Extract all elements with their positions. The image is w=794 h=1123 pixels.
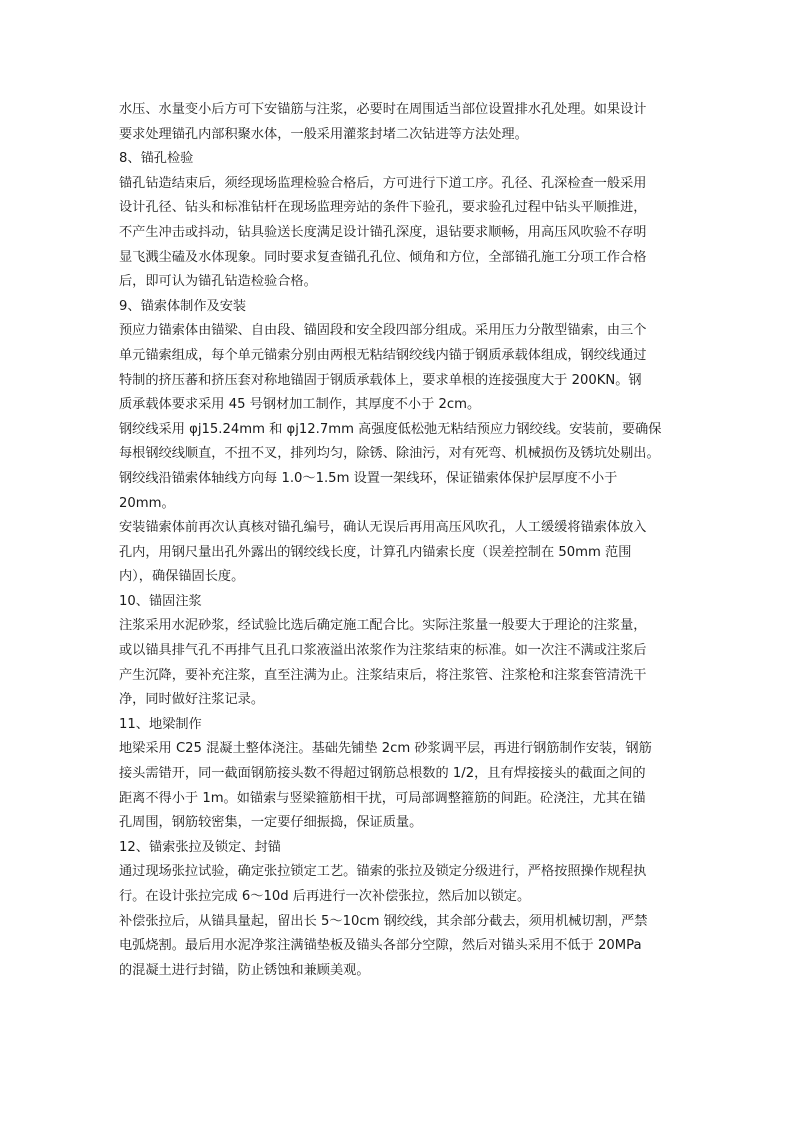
text-line: 接头需错开，同一截面钢筋接头数不得超过钢筋总根数的 1/2，且有焊接接头的截面之间的 (119, 766, 646, 782)
text-line: 电弧烧割。最后用水泥净浆注满锚垫板及锚头各部分空隙，然后对锚头采用不低于 20MPa (119, 938, 642, 954)
text-line: 或以锚具排气孔不再排气且孔口浆液溢出浓浆作为注浆结束的标准。如一次注不满或注浆后 (119, 643, 647, 659)
text-line: 产生沉降，要补充注浆，直至注满为止。注浆结束后，将注浆管、注浆枪和注浆套管清洗干 (119, 667, 647, 683)
text-line: 显飞溅尘磕及水体现象。同时要求复查锚孔孔位、倾角和方位，全部锚孔施工分项工作合格 (119, 249, 647, 265)
text-line: 补偿张拉后，从锚具量起，留出长 5～10cm 钢绞线，其余部分截去，须用机械切割，严禁 (119, 913, 648, 929)
section-heading: 11、地梁制作 (119, 716, 202, 732)
text-line: 预应力锚索体由锚梁、自由段、锚固段和安全段四部分组成。采用压力分散型锚索，由三个 (119, 323, 647, 339)
section-heading: 9、锚索体制作及安装 (119, 298, 247, 314)
text-line: 钢绞线沿锚索体轴线方向每 1.0～1.5m 设置一架线环，保证锚索体保护层厚度不小于 (119, 470, 618, 486)
section-heading: 8、锚孔检验 (119, 151, 194, 167)
text-line: 20mm。 (119, 495, 175, 511)
text-line: 钢绞线采用 φj15.24mm 和 φj12.7mm 高强度低松弛无粘结预应力钢绞线。安装前，要确保 (119, 421, 662, 437)
text-line: 不产生冲击或抖动，钻具验送长度满足设计锚孔深度，退钻要求顺畅，用高压风吹验不存明 (119, 224, 647, 240)
text-line: 通过现场张拉试验，确定张拉锁定工艺。锚索的张拉及锁定分级进行，严格按照操作规程执 (119, 864, 647, 880)
text-line: 净，同时做好注浆记录。 (119, 692, 265, 708)
text-line: 距离不得小于 1m。如锚索与竖梁箍筋相干扰，可局部调整箍筋的间距。砼浇注，尤其在锚 (119, 790, 646, 806)
text-line: 特制的挤压蕃和挤压套对称地锚固于钢质承载体上，要求单根的连接强度大于 200KN。钢 (119, 372, 642, 388)
text-line: 单元锚索组成，每个单元锚索分别由两根无粘结钢绞线内锚于钢质承载体组成，钢绞线通过 (119, 347, 647, 363)
document-page (119, 98, 682, 983)
text-line: 要求处理锚孔内部积聚水体，一般采用灌浆封堵二次钻进等方法处理。 (119, 126, 528, 142)
text-line: 水压、水量变小后方可下安锚筋与注浆，必要时在周围适当部位设置排水孔处理。如果设计 (119, 102, 647, 117)
section-heading: 12、锚索张拉及锁定、封锚 (119, 839, 281, 855)
text-line: 每根钢绞线顺直，不扭不叉，排列均匀，除锈、除油污，对有死弯、机械损伤及锈坑处剔出。 (119, 446, 660, 462)
text-line: 地梁采用 C25 混凝土整体浇注。基础先铺垫 2cm 砂浆调平层，再进行钢筋制作安装，钢筋 (119, 741, 652, 757)
text-line: 后，即可认为锚孔钻造检验合格。 (119, 274, 317, 290)
text-line: 孔周围，钢筋较密集，一定要仔细振捣，保证质量。 (119, 815, 423, 831)
section-heading: 10、锚固注浆 (119, 593, 202, 609)
text-line: 内），确保锚固长度。 (119, 569, 245, 585)
text-line: 行。在设计张拉完成 6～10d 后再进行一次补偿张拉，然后加以锁定。 (119, 889, 531, 904)
text-line: 孔内，用钢尺量出孔外露出的钢绞线长度，计算孔内锚索长度（误差控制在 50mm 范围 (119, 544, 632, 560)
text-line: 锚孔钻造结束后，须经现场监理检验合格后，方可进行下道工序。孔径、孔深检查一般采用 (119, 175, 647, 191)
text-line: 的混凝土进行封锚，防止锈蚀和兼顾美观。 (119, 962, 370, 978)
text-line: 注浆采用水泥砂浆，经试验比选后确定施工配合比。实际注浆量一般要大于理论的注浆量， (119, 618, 647, 634)
text-line: 安装锚索体前再次认真核对锚孔编号，确认无误后再用高压风吹孔，人工缓缓将锚索体放入 (119, 520, 647, 536)
text-line: 质承载体要求采用 45 号钢材加工制作，其厚度不小于 2cm。 (119, 397, 481, 413)
text-line: 设计孔径、钻头和标准钻杆在现场监理旁站的条件下验孔，要求验孔过程中钻头平顺推进， (119, 200, 647, 216)
